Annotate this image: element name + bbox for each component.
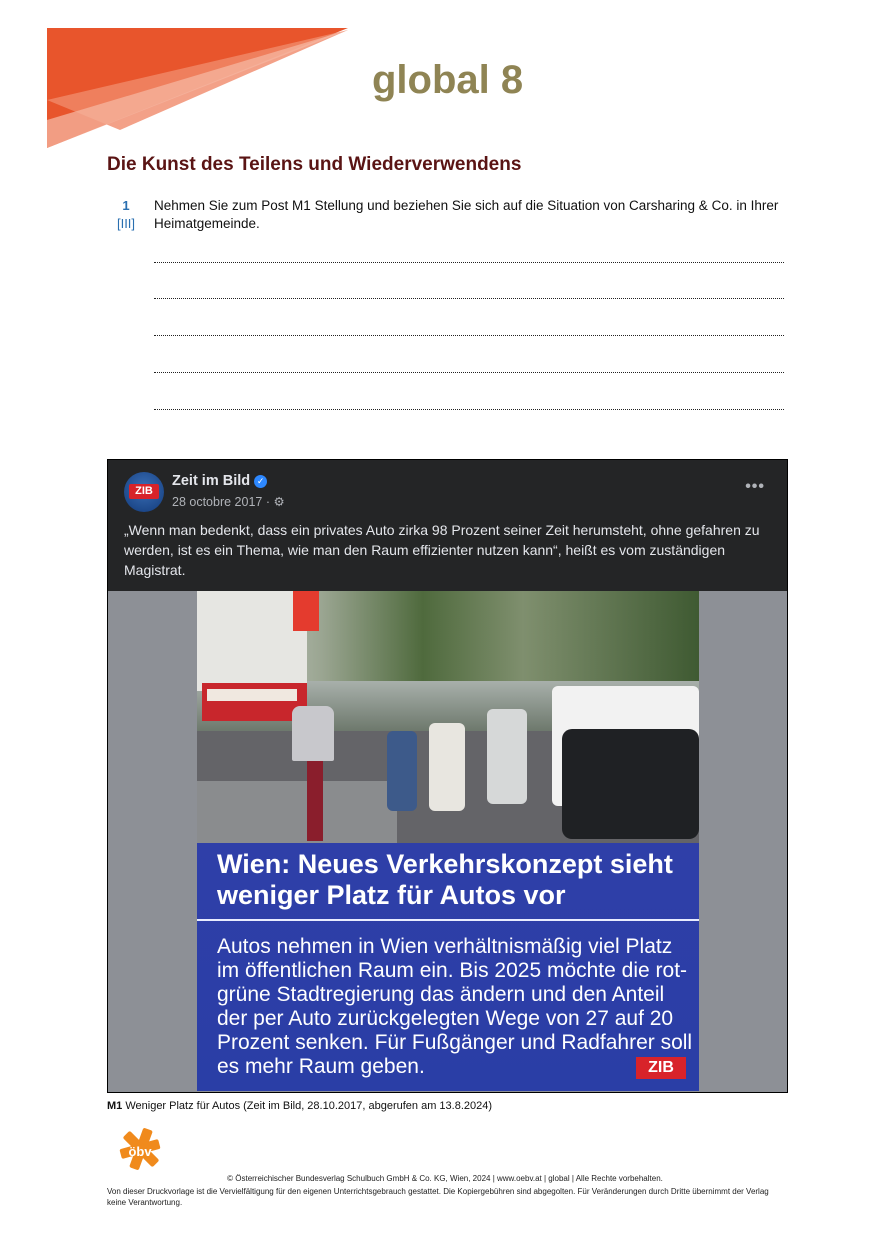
answer-line[interactable] bbox=[154, 409, 784, 410]
task-number bbox=[110, 197, 142, 233]
task-level: [III] bbox=[116, 216, 136, 231]
street-photo bbox=[197, 591, 699, 843]
more-options-icon[interactable]: ••• bbox=[745, 478, 765, 495]
verified-icon: ✓ bbox=[254, 475, 267, 488]
answer-line[interactable] bbox=[154, 262, 784, 263]
footer-copyright: © Österreichischer Bundesverlag Schulbuch GmbH & Co. KG, Wien, 2024 | www.oebv.at | global | Alle Rechte vorbehalten. bbox=[227, 1174, 663, 1183]
zib-badge: ZIB bbox=[636, 1057, 686, 1079]
avatar-logo: ZIB bbox=[129, 484, 159, 499]
figure-caption bbox=[107, 1100, 492, 1112]
brand-title: global 8 bbox=[372, 58, 524, 102]
post-text: „Wenn man bedenkt, dass ein privates Auto zirka 98 Prozent seiner Zeit herumsteht, ohne gefahren zu werden, ist es ein Thema, wie man den Raum effizienter nutzen kann“, heißt es vom zuständigen Magistrat. bbox=[124, 522, 760, 578]
publisher-logo-text: öbv bbox=[128, 1144, 152, 1159]
card-headline: Wien: Neues Verkehrskonzept sieht weniger Platz für Autos vor bbox=[217, 849, 673, 910]
caption-label: M1 bbox=[107, 1100, 123, 1112]
corner-decoration bbox=[0, 0, 360, 160]
caption-text: Weniger Platz für Autos (Zeit im Bild, 28.10.2017, abgerufen am 13.8.2024) bbox=[122, 1100, 493, 1112]
card-divider bbox=[197, 919, 699, 921]
avatar[interactable] bbox=[124, 472, 164, 512]
post-author[interactable] bbox=[172, 473, 267, 489]
news-card bbox=[197, 843, 699, 1091]
answer-line[interactable] bbox=[154, 372, 784, 373]
answer-line[interactable] bbox=[154, 298, 784, 299]
footer-notice: Von dieser Druckvorlage ist die Vervielfältigung für den eigenen Unterrichtsgebrauch gestattet. Die Kopiergebühren sind abgegolten. Für Veränderungen durch Dritte übernimmt der Verlag keine Verantwortung. bbox=[107, 1187, 769, 1207]
task-number-value: 1 bbox=[122, 198, 130, 213]
card-body: Autos nehmen in Wien verhältnismäßig viel Platz im öffentlichen Raum ein. Bis 2025 möchte die rot-grüne Stadtregierung das ändern und den Anteil der per Auto zurückgelegten Wege von 27 auf 20 Prozent senken. Für Fußgänger und Radfahrer soll es mehr Raum geben. bbox=[217, 935, 693, 1078]
task-prompt: Nehmen Sie zum Post M1 Stellung und beziehen Sie sich auf die Situation von Carsharing & Co. in Ihrer Heimatgemeinde. bbox=[154, 198, 779, 231]
post-author-name: Zeit im Bild bbox=[172, 473, 251, 489]
social-post bbox=[107, 459, 788, 1093]
post-header bbox=[108, 460, 787, 591]
publisher-logo bbox=[116, 1126, 164, 1172]
answer-line[interactable] bbox=[154, 335, 784, 336]
page-title: Die Kunst des Teilens und Wiederverwendens bbox=[107, 154, 522, 175]
post-date[interactable]: 28 octobre 2017 · ⚙ bbox=[172, 495, 285, 509]
